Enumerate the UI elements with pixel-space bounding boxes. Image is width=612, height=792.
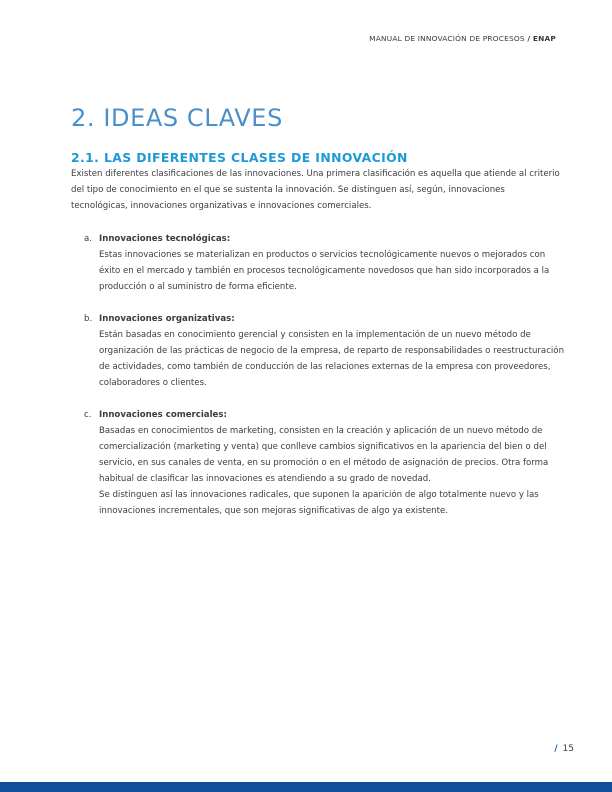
list-item-text: Están basadas en conocimiento gerencial y consisten en la implementación de un nuevo método de organización de las prácticas de negocio de la empresa, de reparto de responsabilidades o reestructuración de actividades, como también de conducción de las relaciones externas de la empresa con proveedores, colaboradores o clientes. [99,330,565,388]
organization-name: ENAP [532,34,556,43]
list-item-title: Innovaciones comerciales: [99,410,227,420]
header-separator: / [527,34,531,43]
footer-band [0,782,612,792]
list-item-text: Se distinguen así las innovaciones radicales, que suponen la aparición de algo totalmente nuevo y las innovaciones incrementales, que son mejoras significativas de algo ya existente. [99,490,539,516]
list-item-commercial [84,407,564,519]
section-heading: 2.1. LAS DIFERENTES CLASES DE INNOVACIÓN [71,150,408,165]
intro-paragraph: Existen diferentes clasificaciones de las innovaciones. Una primera clasificación es aquella que atiende al criterio del tipo de conocimiento en el que se sustenta la innovación. Se distinguen así, según, innovaciones tecnológicas, innovaciones organizativas e innovaciones comerciales. [71,169,560,211]
list-item-title: Innovaciones tecnológicas: [99,234,231,244]
list-item-title: Innovaciones organizativas: [99,314,235,324]
running-header [369,34,556,43]
list-marker: a. [84,234,92,244]
page-number-value: 15 [562,744,574,754]
page-number-slash: / [554,744,558,754]
list-item-organizational [84,311,564,391]
page-title: 2. IDEAS CLAVES [71,104,283,132]
list-item-text: Estas innovaciones se materializan en productos o servicios tecnológicamente nuevos o mejorados con éxito en el mercado y también en procesos tecnológicamente novedosos que han sido incorporados a la producción o al suministro de forma eficiente. [99,250,550,292]
page-number [554,744,574,754]
manual-name: MANUAL DE INNOVACIÓN DE PROCESOS [369,34,525,43]
list-item-text: Basadas en conocimientos de marketing, consisten en la creación y aplicación de un nuevo método de comercialización (marketing y venta) que conlleve cambios significativos en la apariencia del bien o del servicio, en sus canales de venta, en su promoción o en el método de asignación de precios. Otra forma habitual de clasificar las innovaciones es atendiendo a su grado de novedad. [99,426,549,484]
list-marker: b. [84,314,93,324]
list-marker: c. [84,410,92,420]
list-item-technological [84,231,564,295]
